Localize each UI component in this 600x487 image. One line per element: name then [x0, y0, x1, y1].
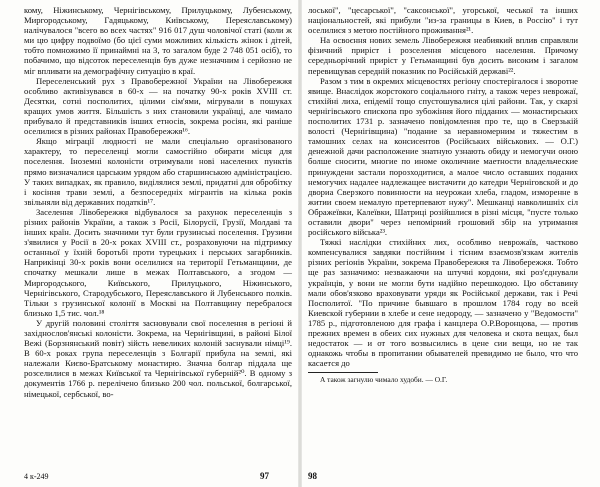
paragraph: Заселення Лівобережжя відбувалося за рахунок переселенців з різних районів України, а також з Росії, Білорусії, Грузії, Молдаві та інших країн. Досить значними тут були грузинські поселення. Грузини з'явилися у Росії в 20-х роках XVIII ст., розраховуючи на підтримку останньої у їхній боротьбі проти турецьких і перських загарбників. Наприкінці 30-х років вони оселилися на території Гетьманщини, де спочатку мешкали лише в межах Полтавського, а згодом — Миргородського, Київського, Прилуцького, Ніжинського, Чернігівського, Стародубського, Переяславського й Лубенського полків. Тільки з грузинської колонії в Москві на Полтавщину перебралося близько 1,5 тис. чол.¹⁸	[24, 206, 292, 318]
page-number: 97	[260, 471, 269, 481]
left-page	[0, 0, 298, 487]
paragraph: Якщо міграції людності не мали спеціально організованого характеру, то переселенці могли самостійно обирати місця для поселення. Іноземні колоністи отримували нові населених пунктів прямо визначалися царським урядом або старшинською адміністрацією. У таких випадках, як правило, виділялися землі, придатні для обробітку і косіння трави землі, а безпосередніх мігрантів на кілька років звільняли від державних податків¹⁷.	[24, 136, 292, 207]
paragraph: лоської", "цесарської", "саксонської", угорської, чеської та інших національностей, які прибули "из-за границы в Киев, в Россію" і тут оселилися з метою постійного проживання²¹.	[308, 5, 578, 36]
paragraph: Тяжкі наслідки стихійних лих, особливо неврожаїв, частково компенсувалися завдяки постійним і тісним взаємозв'язкам жителів різних регіонів України, зокрема Правобережжя та Лівобережжя. Тобто ще раз зазначимо: незважаючи на штучні кордони, які роз'єднували українців, у вони не могли бути надійно перешкодою. Цю обставину мали обов'язково враховувати уряди як Російської держави, так і Речі Посполитої. "По причине бывшаго в прошлом 1784 году во всей Киевской губернии в хлебе и сене недороду, — зазначено у "Ведомости" 1785 р., підготовленою для графа і канцлера О.Р.Воронцова, — против прежних времен в обеих сих нужных для человека и скота вещах, был недостаток — и от того возвысились в цене сии вещи, но не так однакожь чтобы в пропитании обывателей превидимо не было, что что касается до	[308, 237, 578, 369]
footnote-divider	[308, 372, 378, 373]
page-number: 98	[308, 471, 317, 481]
printer-signature: 4 к-249	[24, 472, 49, 481]
right-page	[302, 0, 600, 487]
paragraph: На освоєння нових земель Лівобережжя неабиякий вплив справляли фізичний приріст і розселення місцевого населення. Причому середньорічний приріст у Гетьманщині був досить високим і загалом перевищував середній показник по Російській державі²².	[308, 35, 578, 76]
paragraph: Переселенський рух з Правобережної України на Лівобережжя особливо активізувався в 60-х — на початку 90-х років XVIII ст. Десятки, сотні посполитих, цілими сім'ями, мігрували в пошуках кращих умов життя. Більшість з них становили українці, але чимало прибувало й представників інших етносів, зокрема росіян, які раніше оселилися в різних районах Правобережжя¹⁶.	[24, 75, 292, 137]
footnote: А також загнулю чимало худоби. — О.Г.	[320, 375, 448, 385]
paragraph: кому, Ніжинському, Чернігівському, Прилуцькому, Лубенському, Миргородському, Гадяцькому, Київському, Переяславському) налічувалося "всего во всех частях" 916 017 душ чоловічої статі (коли ж ми цю цифру подвоїмо (бо цієї суми можливих кількість жінок і дітей, тобто помножимо її принаймні на 3, то загалом буде 2 748 051 осіб), то побачимо, що відсоток переселенців був дуже незначним і серйозно не міг впливати на демографічну ситуацію в краї.	[24, 5, 292, 76]
paragraph: Разом з тим в окремих місцевостях регіону спостерігалося і зворотне явище. Внаслідок жорстокого соціального гніту, а також через неврожаї, стихійні лиха, епідемії тощо спустошувалися цілі райони. Так, у скарзі чернігівського єпископа про зубожіння його підданих — монастирських посполитих 1731 р. зазначено повідомлення про те, що в Сверзькій волості (Чернігівщина) "подание за неравномерним и тяжестим в тамошних селах на консисентов (Російських військових. — О.Г.) денежной дачи расположение знатную узнають обиду и немогучи оною болше сносити, многие по иноме околичние маетности владельческие принуждени застали порозходитися, а малое число оставших поданих немогучих надалее надлежащее вистачити до катедри Черніговской и до двориа Сверзкого повинности на неурожаи хлеба, гладом, изморенне в житии своем немалую претерпевают нужу". Мешканці навколишніх сіл Ображеївки, Калеївки, Шатриці розійшлися в різні місця, "пусте только оставили двори" через непомірний грошовий збір на утримання російського війська²³.	[308, 75, 578, 238]
left-page-body	[24, 5, 292, 399]
paragraph: У другій половині століття засновували свої поселення в регіоні й західнослов'янські колоністи. Зокрема, на Чернігівщині, в районі Білої Вежі (Борзнянський повіт) зійсть невеликих колоній заснували німці¹⁹. В 60-х роках група переселенців з Болгарії прибула на землі, які належали Києво-Братському монастирю. Значна болгар піддала ще розселилися в межах Київської та Чернігівської губерній²⁰. В одному з документів 1766 р. перелічено близько 200 чол. польської, болгарської, німецької, сербської, во-	[24, 317, 292, 399]
right-page-body	[308, 5, 578, 384]
